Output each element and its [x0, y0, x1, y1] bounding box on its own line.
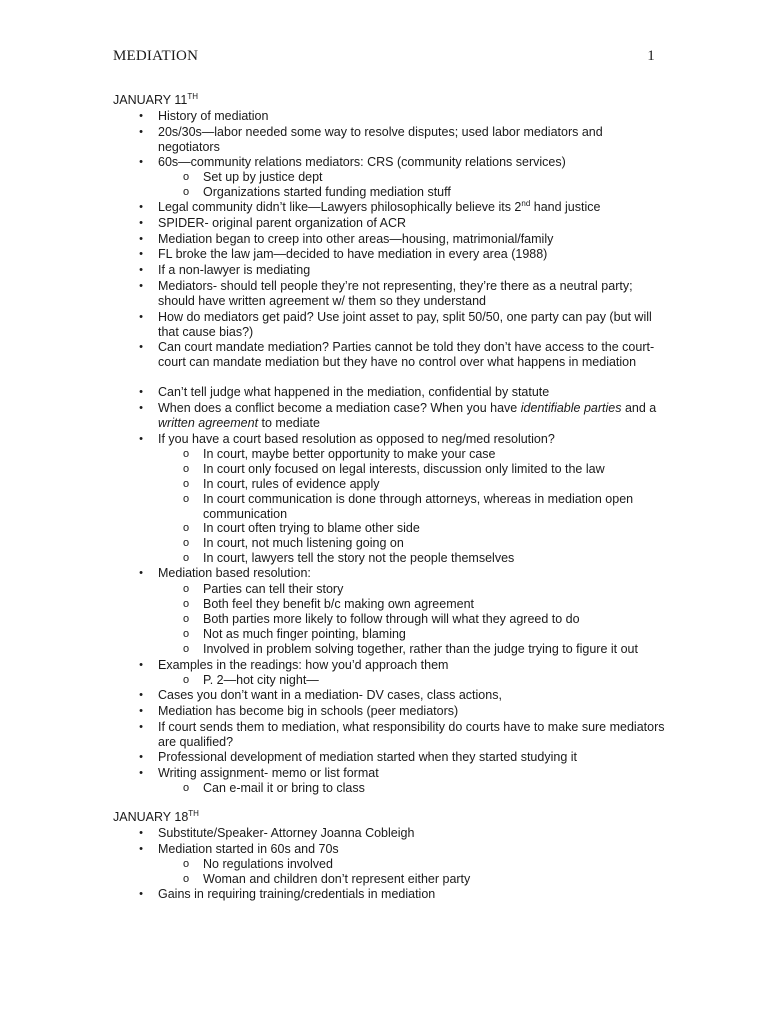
sub-list-item: o Involved in problem solving together, rather than the judge trying to figure it out — [182, 642, 638, 656]
sub-list-item: o Organizations started funding mediation stuff — [182, 185, 451, 199]
sub-list-item: o In court, lawyers tell the story not the people themselves — [182, 551, 515, 565]
list-item: • FL broke the law jam—decided to have mediation in every area (1988) — [139, 247, 548, 261]
sub-list-item: o Woman and children don’t represent either party — [182, 872, 471, 886]
sub-list-item: o In court, not much listening going on — [182, 536, 404, 550]
list-item: • How do mediators get paid? Use joint asset to pay, split 50/50, one party can pay (but will that cause bias?) — [139, 310, 652, 339]
list-item: • Mediators- should tell people they’re not representing, they’re there as a neutral party; should have written agreement w/ them so they understand — [139, 279, 633, 308]
list-item: • Cases you don’t want in a mediation- DV cases, class actions, — [139, 688, 502, 702]
sub-list-item: o In court communication is done through attorneys, whereas in mediation open communication — [182, 492, 634, 521]
list-item: • Mediation has become big in schools (peer mediators) — [139, 704, 459, 718]
list-item: • Gains in requiring training/credentials in mediation — [139, 887, 436, 901]
list-item: • If you have a court based resolution as opposed to neg/med resolution? — [139, 432, 555, 446]
list-item: • If court sends them to mediation, what responsibility do courts have to make sure mediators are qualified? — [139, 720, 665, 749]
sub-list-item: o Parties can tell their story — [182, 582, 344, 596]
sub-list-item: o P. 2—hot city night— — [182, 673, 319, 687]
list-item: • 60s—community relations mediators: CRS (community relations services) — [139, 155, 566, 169]
sub-list-item: o No regulations involved — [182, 857, 333, 871]
list-item: • Legal community didn’t like—Lawyers philosophically believe its 2nd hand justice — [139, 199, 601, 214]
list-item: • Writing assignment- memo or list format — [139, 766, 379, 780]
list-item: • Can’t tell judge what happened in the mediation, confidential by statute — [139, 385, 550, 399]
list-item: • Professional development of mediation started when they started studying it — [139, 750, 577, 764]
list-item: • SPIDER- original parent organization of ACR — [139, 216, 407, 230]
list-item: • 20s/30s—labor needed some way to resolve disputes; used labor mediators and negotiators — [139, 125, 603, 154]
list-item: • If a non-lawyer is mediating — [139, 263, 311, 277]
list-item: • Can court mandate mediation? Parties cannot be told they don’t have access to the court- court can mandate mediation but they have no control over what happens in mediation — [139, 340, 655, 369]
sub-list-item: o Set up by justice dept — [182, 170, 323, 184]
sub-list-item: o In court only focused on legal interests, discussion only limited to the law — [182, 462, 605, 476]
page-header — [113, 48, 655, 65]
sub-list-item: o In court, rules of evidence apply — [182, 477, 380, 491]
page-number: 1 — [647, 48, 655, 64]
sub-list-item: o Can e-mail it or bring to class — [182, 781, 365, 795]
list-item: • Mediation started in 60s and 70s — [139, 842, 339, 856]
list-item: • Mediation based resolution: — [139, 566, 311, 580]
list-item: • Mediation began to creep into other areas—housing, matrimonial/family — [139, 232, 554, 246]
section-date: JANUARY 18TH — [113, 809, 199, 824]
sub-list-item: o Both feel they benefit b/c making own agreement — [182, 597, 474, 611]
list-item: • Examples in the readings: how you’d approach them — [139, 658, 449, 672]
section-date: JANUARY 11TH — [113, 92, 199, 107]
sub-list-item: o Not as much finger pointing, blaming — [182, 627, 406, 641]
sub-list-item: o Both parties more likely to follow through will what they agreed to do — [182, 612, 580, 626]
document-title: MEDIATION — [113, 48, 199, 64]
sub-list-item: o In court, maybe better opportunity to make your case — [182, 447, 496, 461]
list-item: • History of mediation — [139, 109, 269, 123]
list-item: • Substitute/Speaker- Attorney Joanna Cobleigh — [139, 826, 415, 840]
list-item: • When does a conflict become a mediation case? When you have identifiable parties and a written agreement to mediate — [139, 401, 657, 430]
sub-list-item: o In court often trying to blame other side — [182, 521, 420, 535]
